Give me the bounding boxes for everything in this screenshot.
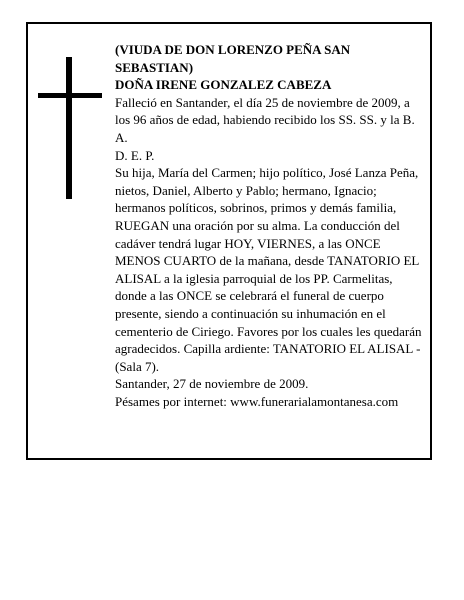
widow-header: (VIUDA DE DON LORENZO PEÑA SAN SEBASTIAN) xyxy=(115,42,351,75)
notice-text xyxy=(115,41,425,410)
date-line: Santander, 27 de noviembre de 2009. xyxy=(115,376,309,392)
obituary-notice xyxy=(26,22,432,460)
death-paragraph: Falleció en Santander, el día 25 de noviembre de 2009, a los 96 años de edad, habiendo recibido los SS. SS. y la B. A. xyxy=(115,94,415,145)
funeral-paragraph: RUEGAN una oración por su alma. La conducción del cadáver tendrá lugar HOY, VIERNES, a las ONCE MENOS CUARTO de la mañana, desde TANATORIO EL ALISAL a la iglesia parroquial de los PP. Carmelitas, donde a las ONCE se celebrará el funeral de cuerpo presente, siendo a continuación su inhumación en el cementerio de Ciriego. Favores por los cuales les quedarán agradecidos. Capilla ardiente: TANATORIO EL ALISAL - (Sala 7). xyxy=(115,217,422,374)
cross-vertical-bar xyxy=(66,57,72,199)
rip-line: D. E. P. xyxy=(115,147,155,163)
condolences-line: Pésames por internet: www.funerarialamontanesa.com xyxy=(115,393,399,409)
cross-icon xyxy=(38,57,102,199)
cross-horizontal-bar xyxy=(38,93,102,98)
deceased-name: DOÑA IRENE GONZALEZ CABEZA xyxy=(115,77,332,93)
family-paragraph: Su hija, María del Carmen; hijo político, José Lanza Peña, nietos, Daniel, Alberto y Pablo; hermano, Ignacio; hermanos políticos, sobrinos, primos y demás familia, xyxy=(115,165,419,216)
